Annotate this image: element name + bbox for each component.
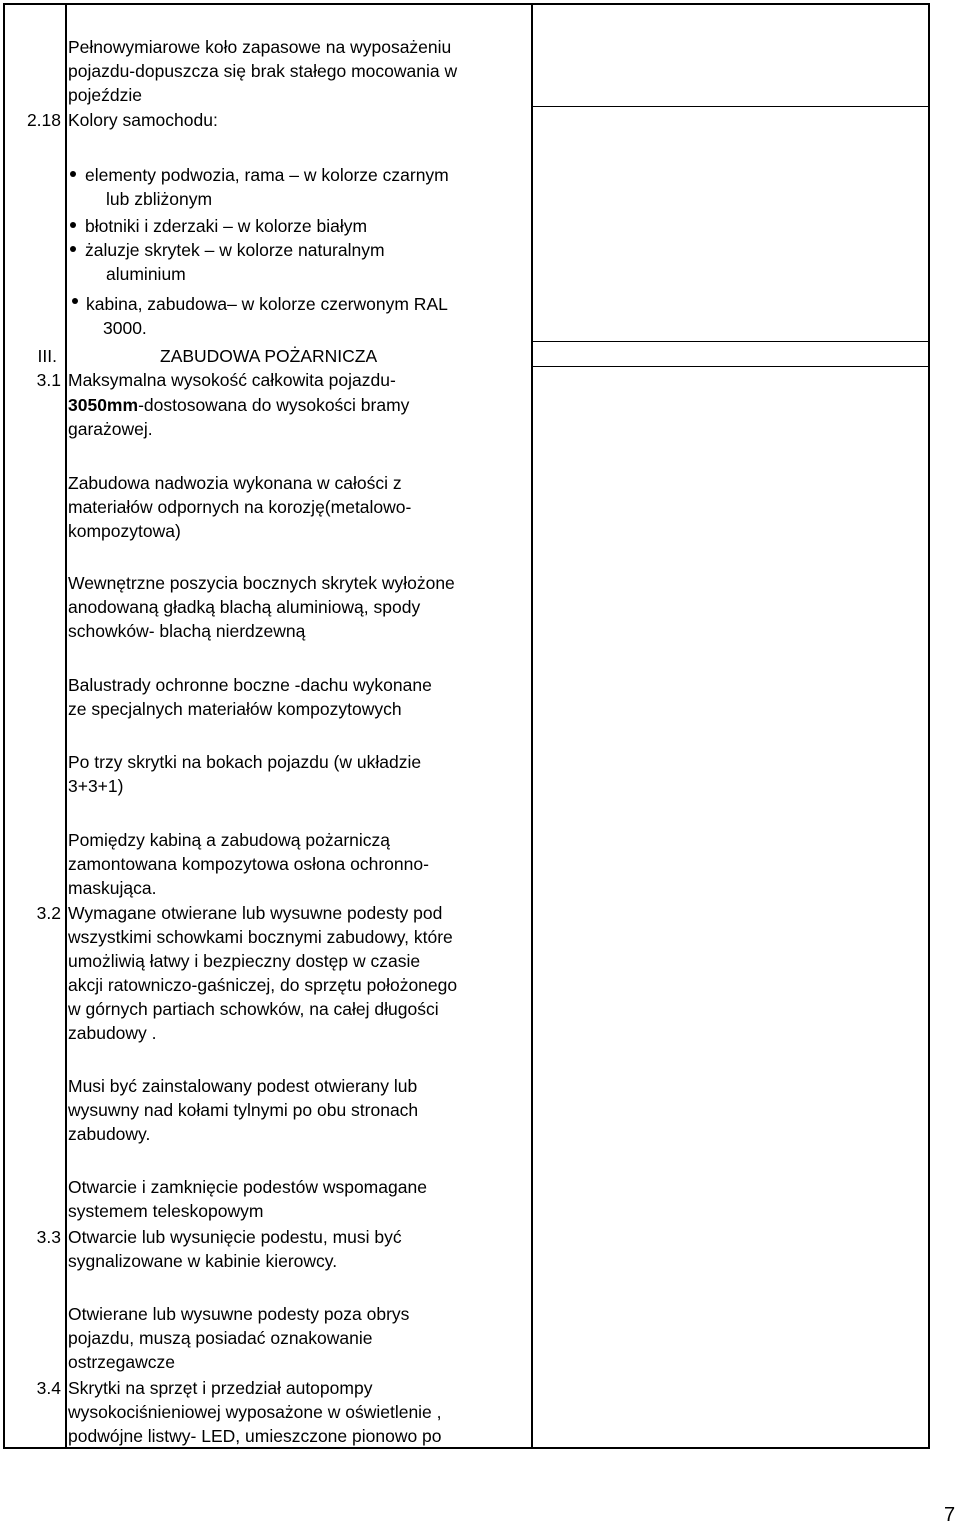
colors-title: Kolory samochodu: bbox=[68, 110, 218, 130]
colors-bullet-2-line-1: błotniki i zderzaki – w kolorze białym bbox=[85, 216, 368, 236]
r3-1-line-3: garażowej. bbox=[68, 419, 153, 439]
row-number-3-1: 3.1 bbox=[36, 370, 61, 390]
colors-bullet-1-line-2: lub zbliżonym bbox=[106, 189, 213, 209]
r3-3-para2-line-1: Otwierane lub wysuwne podesty poza obrys bbox=[68, 1304, 410, 1324]
r3-1-para3-line-1: Balustrady ochronne boczne -dachu wykonane bbox=[68, 675, 432, 695]
r3-1-para2-line-3: schowków- blachą nierdzewną bbox=[68, 621, 306, 641]
colors-bullet-3-line-2: aluminium bbox=[106, 264, 186, 284]
bullet-icon bbox=[70, 222, 76, 228]
colors-bullet-1-line-1: elementy podwozia, rama – w kolorze czarnym bbox=[85, 165, 449, 185]
column-divider-2 bbox=[531, 3, 533, 1449]
r3-2-para2-line-3: zabudowy. bbox=[68, 1124, 151, 1144]
r3-3-para2-line-2: pojazdu, muszą posiadać oznakowanie bbox=[68, 1328, 373, 1348]
r3-4-para1-line-2: wysokociśnieniowej wyposażone w oświetlenie , bbox=[68, 1402, 442, 1422]
page-number: 7 bbox=[944, 1504, 956, 1526]
r3-3-para2-line-3: ostrzegawcze bbox=[68, 1352, 175, 1372]
height-value: 3050mm bbox=[68, 395, 139, 415]
r3-1-para2-line-2: anodowaną gładką blachą aluminiową, spody bbox=[68, 597, 421, 617]
r3-2-para1-line-4: akcji ratowniczo-gaśniczej, do sprzętu położonego bbox=[68, 975, 458, 995]
r3-1-para3-line-2: ze specjalnych materiałów kompozytowych bbox=[68, 699, 402, 719]
colors-bullet-4-line-1: kabina, zabudowa– w kolorze czerwonym RAL bbox=[86, 294, 448, 314]
row-number-3-2: 3.2 bbox=[36, 903, 61, 923]
r3-1-para2-line-1: Wewnętrzne poszycia bocznych skrytek wyłożone bbox=[68, 573, 455, 593]
r3-3-para1-line-2: sygnalizowane w kabinie kierowcy. bbox=[68, 1251, 338, 1271]
r3-2-para1-line-2: wszystkimi schowkami bocznymi zabudowy, które bbox=[68, 927, 453, 947]
r3-1-line-1: Maksymalna wysokość całkowita pojazdu- bbox=[68, 370, 396, 390]
r3-2-para1-line-3: umożliwią łatwy i bezpieczny dostęp w czasie bbox=[68, 951, 421, 971]
spare-wheel-line-2: pojazdu-dopuszcza się brak stałego mocowania w bbox=[68, 61, 458, 81]
bullet-icon bbox=[72, 298, 78, 304]
row-number-2-18: 2.18 bbox=[26, 110, 61, 130]
r3-1-line-2 bbox=[68, 393, 409, 417]
r3-2-para1-line-1: Wymagane otwierane lub wysuwne podesty pod bbox=[68, 903, 443, 923]
r3-1-para1-line-3: kompozytowa) bbox=[68, 521, 181, 541]
bullet-icon bbox=[70, 171, 76, 177]
table-border-right bbox=[928, 3, 930, 1449]
row-number-3-4: 3.4 bbox=[36, 1378, 61, 1398]
r3-1-para1-line-2: materiałów odpornych na korozję(metalowo- bbox=[68, 497, 412, 517]
r3-1-para1-line-1: Zabudowa nadwozia wykonana w całości z bbox=[68, 473, 402, 493]
r3-1-para4-line-2: 3+3+1) bbox=[68, 776, 124, 796]
spare-wheel-line-1: Pełnowymiarowe koło zapasowe na wyposażeniu bbox=[68, 37, 452, 57]
row-number-3-3: 3.3 bbox=[36, 1227, 61, 1247]
r3-4-para1-line-3: podwójne listwy- LED, umieszczone pionowo po bbox=[68, 1426, 442, 1446]
r3-2-para2-line-2: wysuwny nad kołami tylnymi po obu stronach bbox=[68, 1100, 419, 1120]
r3-1-para5-line-2: zamontowana kompozytowa osłona ochronno- bbox=[68, 854, 429, 874]
r3-1-line-2-rest: -dostosowana do wysokości bramy bbox=[138, 395, 410, 415]
r3-2-para3-line-1: Otwarcie i zamknięcie podestów wspomagane bbox=[68, 1177, 427, 1197]
r3-1-para5-line-1: Pomiędzy kabiną a zabudową pożarniczą bbox=[68, 830, 390, 850]
table-border-top bbox=[3, 3, 930, 5]
colors-bullet-3-line-1: żaluzje skrytek – w kolorze naturalnym bbox=[85, 240, 385, 260]
table-border-left bbox=[3, 3, 5, 1449]
colors-bullet-4-line-2: 3000. bbox=[103, 318, 147, 338]
r3-2-para1-line-6: zabudowy . bbox=[68, 1023, 157, 1043]
section-number-iii: III. bbox=[37, 346, 57, 366]
r3-1-para4-line-1: Po trzy skrytki na bokach pojazdu (w układzie bbox=[68, 752, 422, 772]
r3-2-para1-line-5: w górnych partiach schowków, na całej długości bbox=[68, 999, 439, 1019]
section-title: ZABUDOWA POŻARNICZA bbox=[160, 346, 378, 366]
bullet-icon bbox=[70, 246, 76, 252]
row-divider-218 bbox=[531, 106, 930, 107]
r3-4-para1-line-1: Skrytki na sprzęt i przedział autopompy bbox=[68, 1378, 373, 1398]
row-divider-iii-bottom bbox=[531, 366, 930, 367]
r3-1-para5-line-3: maskująca. bbox=[68, 878, 157, 898]
spare-wheel-line-3: pojeździe bbox=[68, 85, 142, 105]
r3-2-para3-line-2: systemem teleskopowym bbox=[68, 1201, 264, 1221]
r3-3-para1-line-1: Otwarcie lub wysunięcie podestu, musi być bbox=[68, 1227, 402, 1247]
column-divider-1 bbox=[65, 3, 67, 1449]
r3-2-para2-line-1: Musi być zainstalowany podest otwierany lub bbox=[68, 1076, 418, 1096]
row-divider-iii bbox=[531, 341, 930, 342]
